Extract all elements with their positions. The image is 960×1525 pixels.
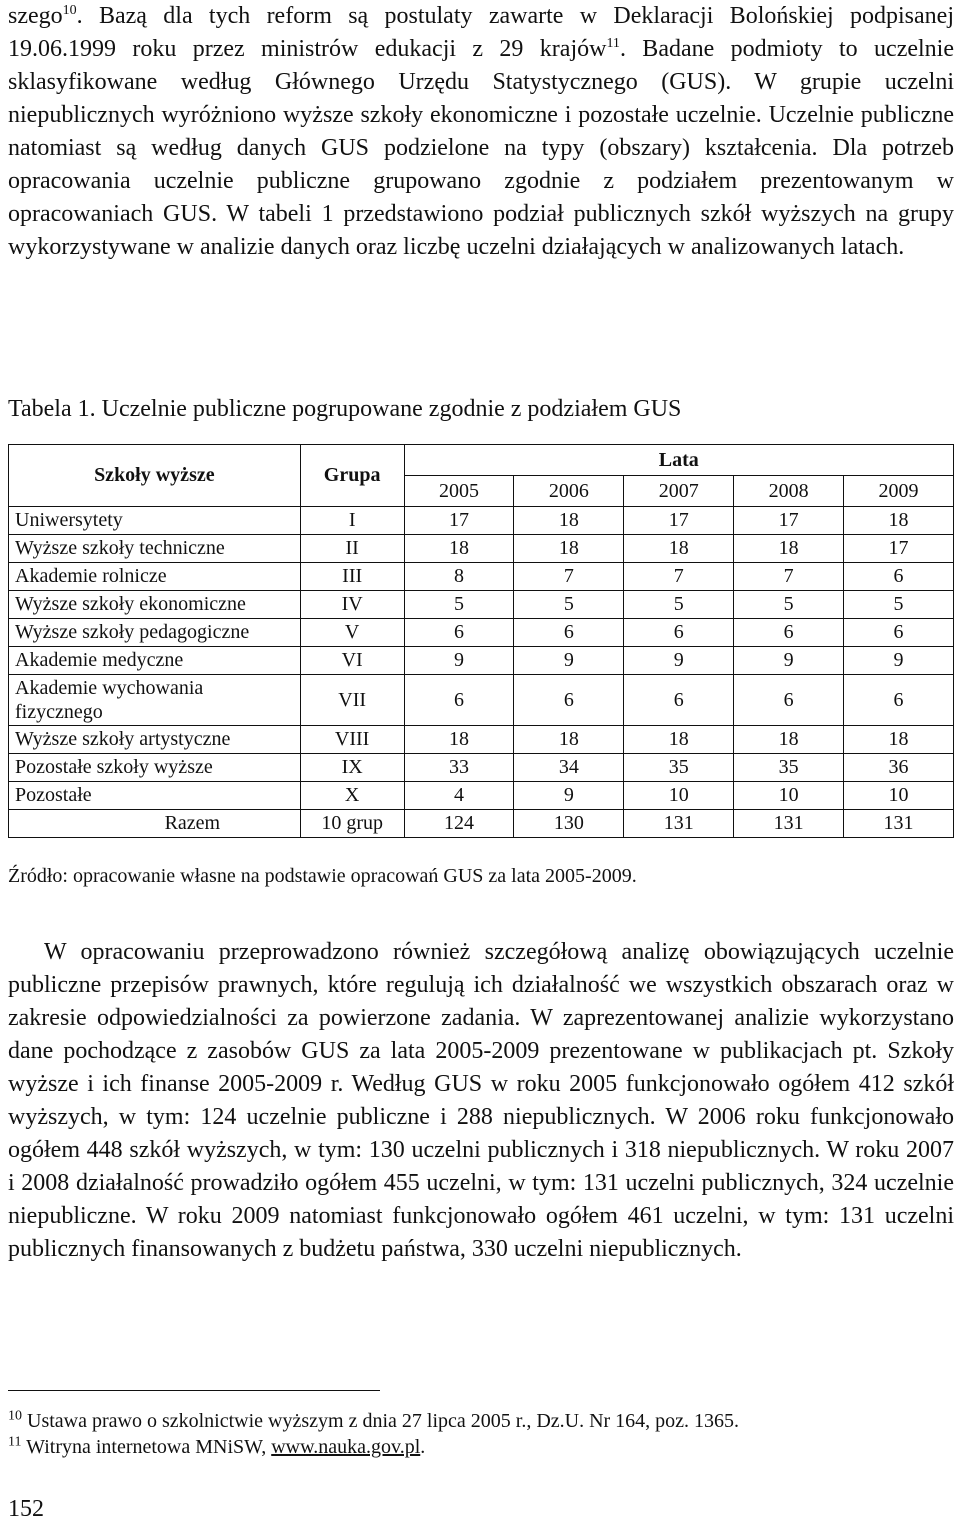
value-cell: 36: [844, 754, 954, 782]
paragraph-1-mid: . Bazą dla tych reform są postulaty zawarte w Deklaracji Bolońskiej podpisanej 19.06.1999 roku przez ministrów edukacji z 29 krajów: [8, 3, 954, 62]
total-value-cell: 124: [404, 810, 514, 838]
table-row: [9, 507, 954, 535]
total-value-cell: 130: [514, 810, 624, 838]
value-cell: 7: [514, 563, 624, 591]
total-value-cell: 131: [734, 810, 844, 838]
value-cell: 18: [514, 507, 624, 535]
table-row: [9, 726, 954, 754]
value-cell: 18: [844, 726, 954, 754]
value-cell: 5: [514, 591, 624, 619]
value-cell: 18: [404, 535, 514, 563]
value-cell: 6: [734, 619, 844, 647]
value-cell: 9: [624, 647, 734, 675]
value-cell: 5: [844, 591, 954, 619]
value-cell: 35: [734, 754, 844, 782]
value-cell: 18: [514, 726, 624, 754]
value-cell: 18: [734, 535, 844, 563]
header-year: 2006: [514, 476, 624, 507]
value-cell: 9: [844, 647, 954, 675]
header-year: 2007: [624, 476, 734, 507]
value-cell: 18: [624, 726, 734, 754]
value-cell: 6: [844, 563, 954, 591]
total-value-cell: 131: [624, 810, 734, 838]
table-row: [9, 782, 954, 810]
total-value-cell: 131: [844, 810, 954, 838]
paragraph-1: [8, 0, 954, 264]
paragraph-1-end: . Badane podmioty to uczelnie sklasyfikowane według Głównego Urzędu Statystycznego (GUS). W grupie uczelni niepublicznych wyróżniono wyższe szkoły ekonomiczne i pozostałe uczelnie. Uczelnie publiczne natomiast są według danych GUS podzielone na typy (obszary) kształcenia. Dla potrzeb opracowania uczelnie publiczne grupowano zgodnie z podziałem prezentowanym w opracowaniach GUS. W tabeli 1 przedstawiono podział publicznych szkół wyższych na grupy wykorzystywane w analizie danych oraz liczbę uczelni działających w analizowanych latach.: [8, 36, 954, 260]
table-row: [9, 647, 954, 675]
paragraph-1-start: szego: [8, 3, 63, 29]
footnote-ref-10[interactable]: 10: [62, 3, 77, 18]
group-cell: V: [300, 619, 404, 647]
header-year: 2009: [844, 476, 954, 507]
school-type-cell: Pozostałe: [9, 782, 301, 810]
group-cell: VIII: [300, 726, 404, 754]
table-row: [9, 535, 954, 563]
table-row: [9, 563, 954, 591]
value-cell: 6: [734, 675, 844, 726]
footnote-link[interactable]: www.nauka.gov.pl: [271, 1436, 421, 1458]
value-cell: 34: [514, 754, 624, 782]
value-cell: 6: [404, 675, 514, 726]
school-type-cell: Pozostałe szkoły wyższe: [9, 754, 301, 782]
table-body: [9, 507, 954, 838]
value-cell: 6: [844, 619, 954, 647]
paragraph-2: W opracowaniu przeprowadzono również szczegółową analizę obowiązujących uczelnie publiczne przepisów prawnych, które regulują ich działalność we wszystkich obszarach oraz w zakresie odpowiedzialności za powierzone zadania. W zaprezentowanej analizie wykorzystano dane pochodzące z zasobów GUS za lata 2005-2009 prezentowane w publikacjach pt. Szkoły wyższe i ich finanse 2005-2009 r. Według GUS w roku 2005 funkcjonowało ogółem 412 szkół wyższych, w tym: 124 uczelnie publiczne i 288 niepublicznych. W 2006 roku funkcjonowało ogółem 448 szkół wyższych, w tym: 130 uczelni publicznych i 318 niepublicznych. W roku 2007 i 2008 działalność prowadziło ogółem 455 uczelni, w tym: 131 uczelni publicznych, 324 uczelnie niepubliczne. W roku 2009 natomiast funkcjonowało ogółem 461 uczelni, w tym: 131 uczelni publicznych finansowanych z budżetu państwa, 330 uczelni niepublicznych.: [8, 939, 954, 1262]
school-type-cell: Wyższe szkoły techniczne: [9, 535, 301, 563]
footnote-end: .: [420, 1436, 426, 1458]
table-caption: Tabela 1. Uczelnie publiczne pogrupowane zgodnie z podziałem GUS: [8, 396, 682, 422]
table-source: Źródło: opracowanie własne na podstawie opracowań GUS za lata 2005-2009.: [8, 865, 637, 887]
value-cell: 5: [624, 591, 734, 619]
group-cell: II: [300, 535, 404, 563]
page-number: 152: [8, 1496, 44, 1522]
school-type-cell: Wyższe szkoły ekonomiczne: [9, 591, 301, 619]
group-cell: IX: [300, 754, 404, 782]
footnote-separator: [8, 1390, 380, 1391]
header-group: Grupa: [300, 445, 404, 507]
value-cell: 18: [404, 726, 514, 754]
value-cell: 18: [514, 535, 624, 563]
value-cell: 17: [734, 507, 844, 535]
value-cell: 17: [624, 507, 734, 535]
value-cell: 10: [844, 782, 954, 810]
value-cell: 9: [514, 782, 624, 810]
value-cell: 9: [514, 647, 624, 675]
group-cell: IV: [300, 591, 404, 619]
group-cell: VII: [300, 675, 404, 726]
table-row: [9, 591, 954, 619]
value-cell: 17: [404, 507, 514, 535]
value-cell: 4: [404, 782, 514, 810]
footnote-text: Ustawa prawo o szkolnictwie wyższym z dnia 27 lipca 2005 r., Dz.U. Nr 164, poz. 1365.: [27, 1410, 740, 1432]
footnote-text: Witryna internetowa MNiSW,: [26, 1436, 272, 1458]
value-cell: 7: [734, 563, 844, 591]
value-cell: 33: [404, 754, 514, 782]
value-cell: 18: [844, 507, 954, 535]
value-cell: 18: [624, 535, 734, 563]
school-type-cell: Akademie wychowania fizycznego: [9, 675, 301, 726]
value-cell: 6: [514, 675, 624, 726]
school-type-cell: Uniwersytety: [9, 507, 301, 535]
value-cell: 5: [734, 591, 844, 619]
footnote-ref-11[interactable]: 11: [606, 36, 620, 51]
header-year: 2005: [404, 476, 514, 507]
value-cell: 6: [514, 619, 624, 647]
footnote-marker: 10: [8, 1408, 22, 1424]
group-cell: VI: [300, 647, 404, 675]
value-cell: 5: [404, 591, 514, 619]
value-cell: 35: [624, 754, 734, 782]
table-row: [9, 619, 954, 647]
header-school: Szkoły wyższe: [9, 445, 301, 507]
group-cell: I: [300, 507, 404, 535]
value-cell: 9: [734, 647, 844, 675]
header-year: 2008: [734, 476, 844, 507]
school-type-cell: Akademie medyczne: [9, 647, 301, 675]
header-years: Lata: [404, 445, 953, 476]
group-cell: X: [300, 782, 404, 810]
value-cell: 6: [624, 619, 734, 647]
value-cell: 17: [844, 535, 954, 563]
footnote-10: [8, 1410, 739, 1433]
total-row: [9, 810, 954, 838]
value-cell: 6: [844, 675, 954, 726]
total-label-cell: Razem: [9, 810, 301, 838]
data-table: [8, 444, 954, 838]
school-type-cell: Akademie rolnicze: [9, 563, 301, 591]
table-row: [9, 675, 954, 726]
total-group-cell: 10 grup: [300, 810, 404, 838]
footnote-11: [8, 1436, 425, 1459]
value-cell: 18: [734, 726, 844, 754]
value-cell: 6: [624, 675, 734, 726]
group-cell: III: [300, 563, 404, 591]
footnote-marker: 11: [8, 1434, 22, 1450]
table-row: [9, 754, 954, 782]
value-cell: 10: [734, 782, 844, 810]
value-cell: 6: [404, 619, 514, 647]
school-type-cell: Wyższe szkoły pedagogiczne: [9, 619, 301, 647]
value-cell: 10: [624, 782, 734, 810]
school-type-cell: Wyższe szkoły artystyczne: [9, 726, 301, 754]
value-cell: 7: [624, 563, 734, 591]
value-cell: 9: [404, 647, 514, 675]
value-cell: 8: [404, 563, 514, 591]
